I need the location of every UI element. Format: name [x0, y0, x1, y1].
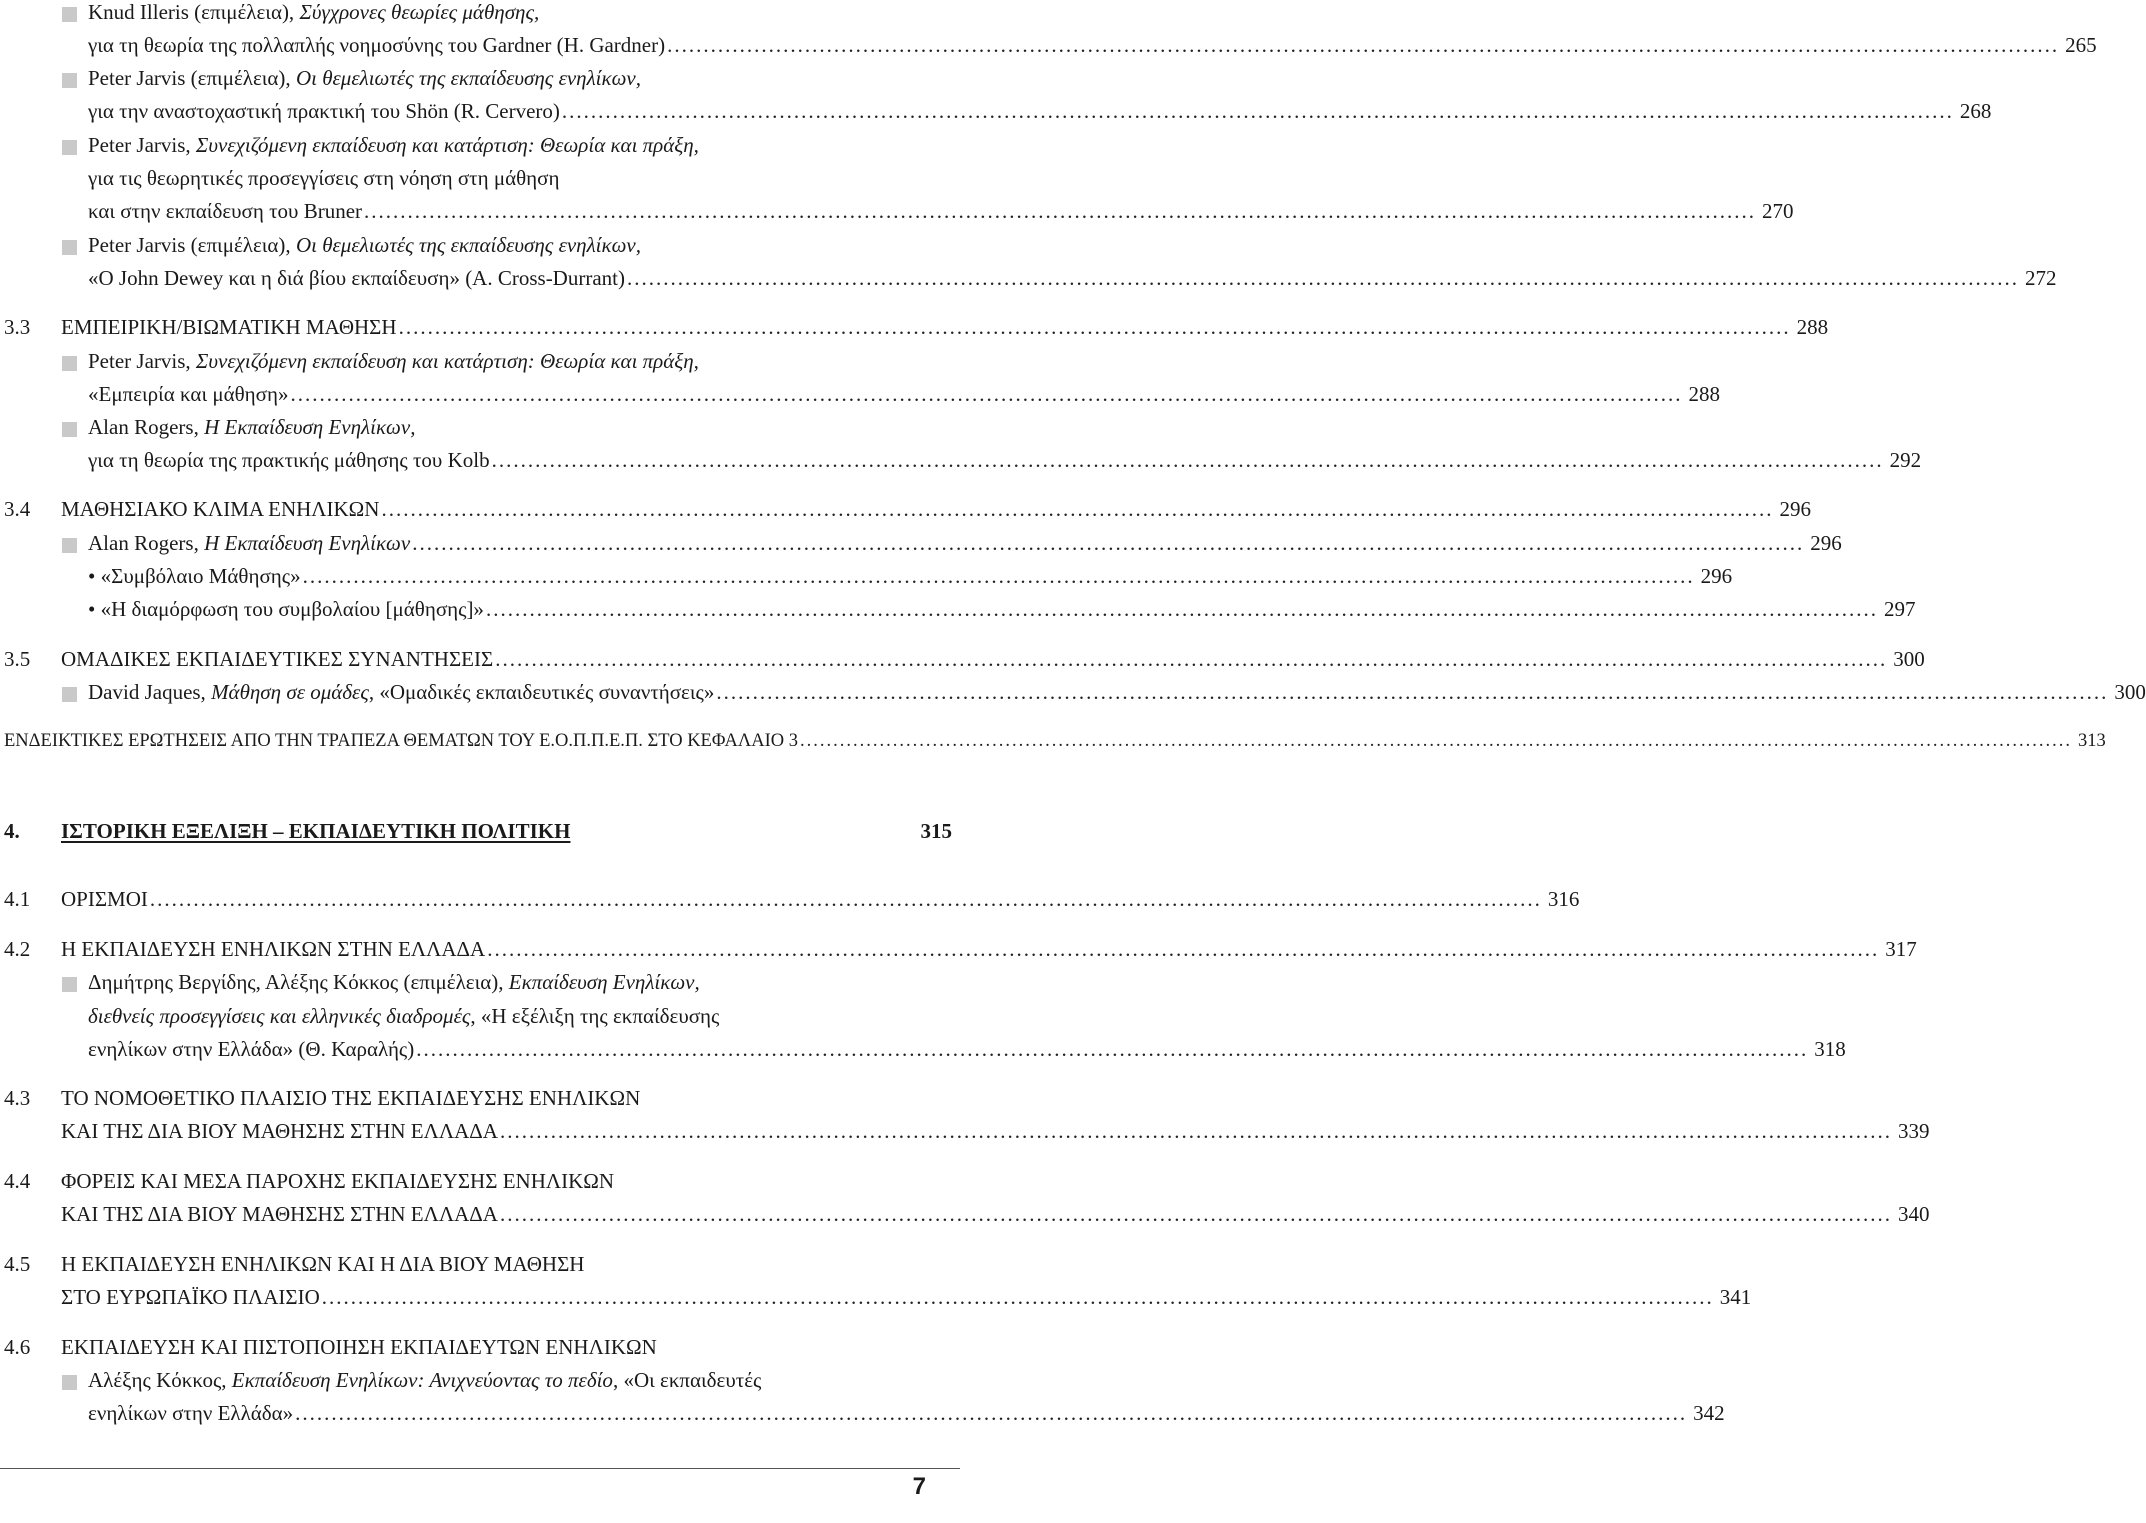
page-number: 288: [1688, 382, 1720, 406]
entry-text: ενηλίκων στην Ελλάδα» (Θ. Καραλής): [88, 1037, 415, 1061]
page-number: 296: [1779, 497, 1811, 521]
section-number: 3.3: [4, 315, 31, 339]
toc-section-4-1[interactable]: [0, 887, 1580, 919]
toc-section-4-6[interactable]: [0, 1335, 952, 1367]
page-number: 339: [1897, 1119, 1930, 1143]
entry-text: ενηλίκων στην Ελλάδα»: [88, 1401, 294, 1425]
entry-text: για την αναστοχαστική πρακτική του Shön (R. Cervero): [88, 99, 560, 123]
author: Peter Jarvis,: [88, 349, 196, 373]
entry-text: για τη θεωρία της πρακτικής μάθησης του Kolb: [88, 448, 490, 472]
book-title: Συνεχιζόμενη εκπαίδευση και κατάρτιση: Θεωρία και πράξη,: [195, 349, 699, 373]
toc-entry-line: [0, 970, 952, 1002]
book-title: Μάθηση σε ομάδες: [211, 680, 369, 704]
author: Peter Jarvis (επιμέλεια),: [88, 66, 296, 90]
toc-section-4-3: [0, 1086, 952, 1118]
page-number: 268: [1959, 99, 1992, 123]
chapter-title: , «Η εξέλιξη της εκπαίδευσης: [470, 1004, 720, 1028]
toc-entry-line[interactable]: [0, 199, 1794, 231]
toc-entry-line[interactable]: [0, 531, 1842, 563]
leader-dots: [498, 1119, 1892, 1144]
book-title: Η Εκπαίδευση Ενηλίκων,: [204, 415, 416, 439]
author: Peter Jarvis,: [88, 133, 196, 157]
toc-review-questions[interactable]: [4, 731, 2106, 763]
book-title: Οι θεμελιωτές της εκπαίδευσης ενηλίκων,: [295, 66, 641, 90]
leader-dots: [362, 199, 1756, 224]
leader-dots: [410, 531, 1804, 556]
toc-entry-line[interactable]: [0, 1401, 1725, 1433]
leader-dots: [498, 1202, 1892, 1227]
leader-dots: [490, 448, 1884, 473]
page-number: 340: [1897, 1202, 1930, 1226]
toc-entry-line[interactable]: [0, 99, 1992, 131]
toc-section-4-5: [0, 1252, 952, 1284]
chapter-number: 4.: [4, 819, 20, 843]
section-title: ΚΑΙ ΤΗΣ ΔΙΑ ΒΙΟΥ ΜΑΘΗΣΗΣ ΣΤΗΝ ΕΛΛΑΔΑ: [61, 1202, 498, 1226]
section-number: 3.5: [4, 647, 31, 671]
section-title: ΚΑΙ ΤΗΣ ΔΙΑ ΒΙΟΥ ΜΑΘΗΣΗΣ ΣΤΗΝ ΕΛΛΑΔΑ: [61, 1119, 498, 1143]
section-title: Η ΕΚΠΑΙΔΕΥΣΗ ΕΝΗΛΙΚΩΝ ΣΤΗΝ ΕΛΛΑΔΑ: [61, 937, 486, 961]
book-title: Εκπαίδευση Ενηλίκων: Ανιχνεύοντας το πεδίο: [231, 1368, 613, 1392]
toc-bullet-item[interactable]: [0, 597, 1916, 629]
toc-entry-line: [0, 349, 952, 381]
chapter-title: , «Οι εκπαιδευτές: [612, 1368, 762, 1392]
section-number: 3.4: [4, 497, 31, 521]
section-title: ΟΜΑΔΙΚΕΣ ΕΚΠΑΙΔΕΥΤΙΚΕΣ ΣΥΝΑΝΤΗΣΕΙΣ: [61, 647, 494, 671]
leader-dots: [293, 1401, 1687, 1426]
toc-entry-line[interactable]: [0, 382, 1720, 414]
page-number: 300: [1893, 647, 1925, 671]
section-title: ΣΤΟ ΕΥΡΩΠΑΪΚΟ ΠΛΑΙΣΙΟ: [61, 1285, 320, 1309]
section-number: 4.4: [4, 1169, 31, 1193]
toc-section-3-5[interactable]: [0, 647, 1925, 679]
chapter-title: ΙΣΤΟΡΙΚΗ ΕΞΕΛΙΞΗ – ΕΚΠΑΙΔΕΥΤΙΚΗ ΠΟΛΙΤΙΚΗ: [61, 819, 571, 843]
toc-entry-line[interactable]: [0, 448, 1922, 480]
section-title: ΕΚΠΑΙΔΕΥΣΗ ΚΑΙ ΠΙΣΤΟΠΟΙΗΣΗ ΕΚΠΑΙΔΕΥΤΩΝ ΕΝΗΛΙΚΩΝ: [61, 1335, 657, 1359]
toc-chapter-4[interactable]: [4, 819, 952, 853]
section-title: ΟΡΙΣΜΟΙ: [61, 887, 148, 911]
leader-dots: [798, 731, 2072, 752]
leader-dots: [484, 597, 1878, 622]
toc-entry-line[interactable]: [0, 680, 2146, 712]
author: Δημήτρης Βεργίδης, Αλέξης Κόκκος (επιμέλεια),: [88, 970, 509, 994]
author: David Jaques,: [88, 680, 212, 704]
toc-entry-line[interactable]: [0, 1037, 1846, 1069]
leader-dots: [379, 497, 1773, 522]
entry-text: και στην εκπαίδευση του Bruner: [88, 199, 363, 223]
leader-dots: [397, 315, 1791, 340]
page-number: 342: [1693, 1401, 1725, 1425]
section-number: 4.5: [4, 1252, 31, 1276]
page-number: 317: [1885, 937, 1917, 961]
section-title: ΕΜΠΕΙΡΙΚΗ/ΒΙΩΜΑΤΙΚΗ ΜΑΘΗΣΗ: [61, 315, 397, 339]
toc-entry-line: [0, 415, 952, 447]
toc-entry-line[interactable]: [0, 266, 2057, 298]
section-number: 4.1: [4, 887, 31, 911]
book-title: Η Εκπαίδευση Ενηλίκων: [204, 531, 411, 555]
toc-entry-line: [0, 133, 952, 165]
leader-dots: [148, 887, 1542, 912]
author: Alan Rogers,: [88, 531, 205, 555]
folio-page-number: 7: [912, 1473, 926, 1500]
page-number: 341: [1719, 1285, 1752, 1309]
toc-section-4-2[interactable]: [0, 937, 1917, 969]
toc-section-4-3-cont[interactable]: [0, 1119, 1930, 1151]
section-number: 4.2: [4, 937, 31, 961]
section-title: ΜΑΘΗΣΙΑΚΟ ΚΛΙΜΑ ΕΝΗΛΙΚΩΝ: [61, 497, 380, 521]
section-title: Η ΕΚΠΑΙΔΕΥΣΗ ΕΝΗΛΙΚΩΝ ΚΑΙ Η ΔΙΑ ΒΙΟΥ ΜΑΘΗΣΗ: [61, 1252, 585, 1276]
page-number: 270: [1762, 199, 1794, 223]
page-number: 296: [1810, 531, 1842, 555]
page-number: 315: [920, 819, 952, 843]
entry-text: «O John Dewey και η διά βίου εκπαίδευση» (A. Cross-Durrant): [88, 266, 625, 290]
section-title: ΦΟΡΕΙΣ ΚΑΙ ΜΕΣΑ ΠΑΡΟΧΗΣ ΕΚΠΑΙΔΕΥΣΗΣ ΕΝΗΛΙΚΩΝ: [61, 1169, 615, 1193]
toc-section-3-4[interactable]: [0, 497, 1811, 529]
toc-entry-line: [0, 166, 952, 198]
section-title: ΤΟ ΝΟΜΟΘΕΤΙΚΟ ΠΛΑΙΣΙΟ ΤΗΣ ΕΚΠΑΙΔΕΥΣΗΣ ΕΝΗΛΙΚΩΝ: [61, 1086, 641, 1110]
page-number: 313: [2078, 731, 2106, 751]
book-title: Σύγχρονες θεωρίες μάθησης,: [299, 0, 540, 24]
author: Alan Rogers,: [88, 415, 205, 439]
leader-dots: [560, 99, 1954, 124]
entry-text: ΕΝΔΕΙΚΤΙΚΕΣ ΕΡΩΤΗΣΕΙΣ ΑΠΟ ΤΗΝ ΤΡΑΠΕΖΑ ΘΕΜΑΤΩΝ ΤΟΥ Ε.Ο.Π.Π.Ε.Π. ΣΤΟ ΚΕΦΑΛΑΙΟ 3: [4, 731, 799, 751]
entry-text: για τη θεωρία της πολλαπλής νοημοσύνης του Gardner (H. Gardner): [88, 33, 666, 57]
section-number: 4.6: [4, 1335, 31, 1359]
toc-entry-line: [0, 66, 952, 98]
footer-rule: [0, 1468, 960, 1469]
leader-dots: [714, 680, 2108, 705]
toc-entry-line: [0, 233, 952, 265]
author: Peter Jarvis (επιμέλεια),: [88, 233, 296, 257]
leader-dots: [320, 1285, 1714, 1310]
page-number: 292: [1889, 448, 1922, 472]
toc-entry-line[interactable]: [0, 33, 2097, 65]
leader-dots: [493, 647, 1887, 672]
page-number: 288: [1796, 315, 1829, 339]
page-number: 296: [1700, 564, 1733, 588]
toc-bullet-item[interactable]: [0, 564, 1733, 596]
author: Knud Illeris (επιμέλεια),: [88, 0, 300, 24]
author: Αλέξης Κόκκος,: [88, 1368, 232, 1392]
entry-text: «Εμπειρία και μάθηση»: [88, 382, 289, 406]
toc-section-4-5-cont[interactable]: [0, 1285, 1752, 1317]
toc-section-4-4: [0, 1169, 952, 1201]
book-title: Οι θεμελιωτές της εκπαίδευσης ενηλίκων,: [295, 233, 641, 257]
toc-section-3-3[interactable]: [0, 315, 1829, 347]
page-number: 265: [2065, 33, 2097, 57]
book-title: διεθνείς προσεγγίσεις και ελληνικές διαδρομές: [88, 1004, 471, 1028]
page-number: 272: [2025, 266, 2057, 290]
book-title: Συνεχιζόμενη εκπαίδευση και κατάρτιση: Θεωρία και πράξη,: [195, 133, 699, 157]
section-number: 4.3: [4, 1086, 31, 1110]
leader-dots: [485, 937, 1879, 962]
toc-entry-line: [0, 1368, 952, 1400]
page-number: 318: [1814, 1037, 1846, 1061]
entry-text: για τις θεωρητικές προσεγγίσεις στη νόηση στη μάθηση: [88, 166, 560, 190]
page-number: 297: [1883, 597, 1916, 621]
toc-entry-line: [0, 1004, 952, 1036]
leader-dots: [665, 33, 2059, 58]
leader-dots: [288, 382, 1682, 407]
chapter-title: , «Ομαδικές εκπαιδευτικές συναντήσεις»: [368, 680, 715, 704]
entry-text: • «Η διαμόρφωση του συμβολαίου [μάθησης]»: [88, 597, 484, 621]
leader-dots: [625, 266, 2019, 291]
book-title: Εκπαίδευση Ενηλίκων,: [508, 970, 700, 994]
toc-section-4-4-cont[interactable]: [0, 1202, 1930, 1234]
entry-text: • «Συμβόλαιο Μάθησης»: [88, 564, 301, 588]
leader-dots: [414, 1037, 1808, 1062]
toc-entry-line: [0, 0, 952, 32]
leader-dots: [301, 564, 1695, 589]
page-number: 300: [2114, 680, 2146, 704]
page-number: 316: [1547, 887, 1580, 911]
